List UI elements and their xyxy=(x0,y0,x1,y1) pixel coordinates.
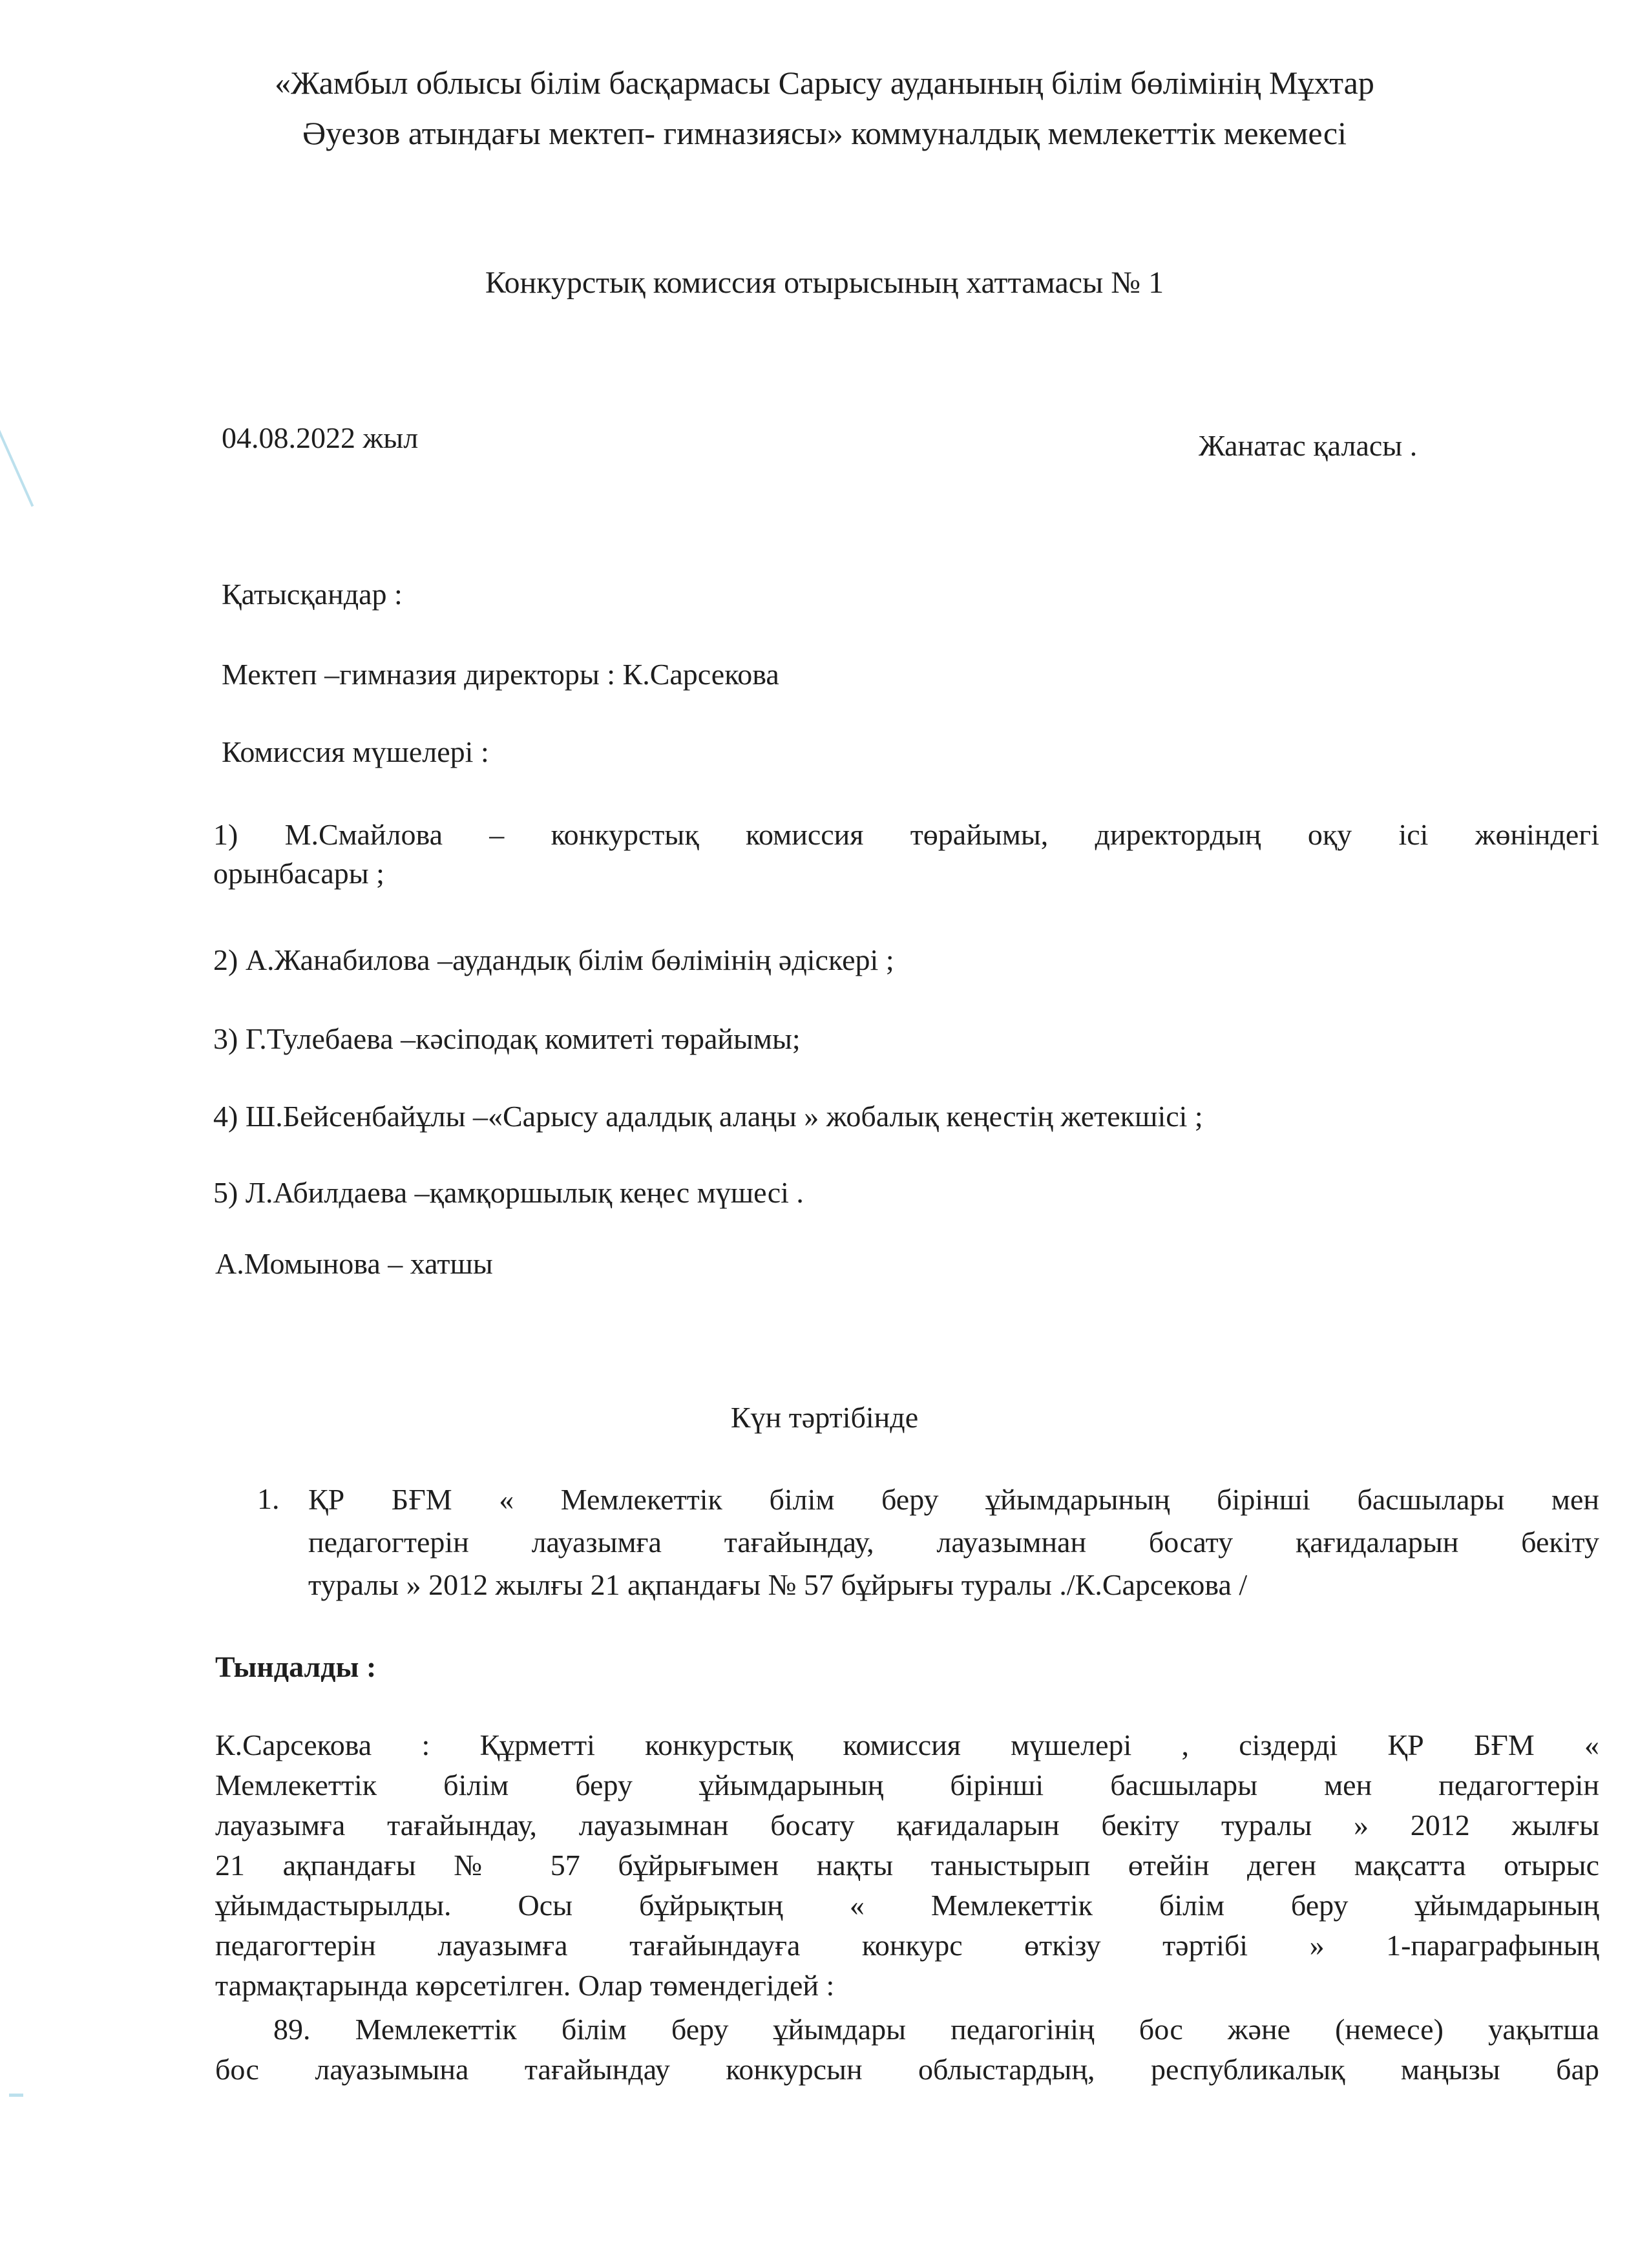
agenda-item-1-line-2: педагогтерін лауазымға тағайындау, лауазымнан босату қағидаларын бекіту xyxy=(308,1526,1599,1559)
paragraph-89-line-2: бос лауазымына тағайындау конкурсын облыстардың, республикалық маңызы бар xyxy=(215,2053,1599,2086)
heard-line-1: К.Сарсекова : Құрметті конкурстық комиссия мүшелері , сіздерді ҚР БҒМ « xyxy=(215,1728,1599,1761)
paragraph-89-line-1: 89. Мемлекеттік білім беру ұйымдары педагогінің бос және (немесе) уақытша xyxy=(273,2013,1599,2046)
heard-line-4: 21 ақпандағы № 57 бұйрығымен нақты таныстырып өтейін деген мақсатта отырыс xyxy=(215,1849,1599,1882)
member-2: 2) А.Жанабилова –аудандық білім бөлімінің әдіскері ; xyxy=(213,943,894,976)
heard-line-6: педагогтерін лауазымға тағайындауға конкурс өткізу тәртібі » 1-параграфының xyxy=(215,1929,1599,1962)
member-1-line-2: орынбасары ; xyxy=(213,857,384,890)
heard-line-2: Мемлекеттік білім беру ұйымдарының бірінші басшылары мен педагогтерін xyxy=(215,1769,1599,1801)
participants-heading: Қатысқандар : xyxy=(222,578,403,611)
member-3: 3) Г.Тулебаева –кәсіподақ комитеті төрайымы; xyxy=(213,1022,801,1055)
heard-line-5: ұйымдастырылды. Осы бұйрықтың « Мемлекеттік білім беру ұйымдарының xyxy=(215,1889,1599,1922)
members-heading: Комиссия мүшелері : xyxy=(222,735,489,768)
member-4: 4) Ш.Бейсенбайұлы –«Сарысу адалдық алаңы » жобалық кеңестің жетекшісі ; xyxy=(213,1100,1203,1133)
header-line-2: Әуезов атындағы мектеп- гимназиясы» коммуналдық мемлекеттік мекемесі xyxy=(302,115,1347,151)
secretary: А.Момынова – хатшы xyxy=(215,1247,493,1280)
scan-mark-left-top xyxy=(0,417,34,507)
header-line-1: «Жамбыл облысы білім басқармасы Сарысу ауданының білім бөлімінің Мұхтар xyxy=(275,65,1374,101)
paragraph-89 xyxy=(215,2010,1599,2090)
heard-line-7: тармақтарында көрсетілген. Олар төмендегідей : xyxy=(215,1969,835,2002)
scan-mark-left-bottom xyxy=(9,2094,23,2097)
document-date: 04.08.2022 жыл xyxy=(222,421,419,454)
agenda-item-1-number: 1. xyxy=(257,1482,280,1515)
agenda-item-1 xyxy=(308,1478,1599,1606)
agenda-item-1-line-1: ҚР БҒМ « Мемлекеттік білім беру ұйымдарының бірінші басшылары мен xyxy=(308,1483,1599,1516)
document-title: Конкурстық комиссия отырысының хаттамасы № 1 xyxy=(485,266,1164,300)
participants-director: Мектеп –гимназия директоры : К.Сарсекова xyxy=(222,658,779,691)
agenda-heading: Күн тәртібінде xyxy=(730,1401,919,1434)
heard-heading: Тындалды : xyxy=(215,1650,377,1683)
agenda-item-1-line-3: туралы » 2012 жылғы 21 ақпандағы № 57 бұйрығы туралы ./К.Сарсекова / xyxy=(308,1568,1248,1601)
heard-paragraph xyxy=(215,1725,1599,2006)
member-5: 5) Л.Абилдаева –қамқоршылық кеңес мүшесі . xyxy=(213,1176,804,1209)
document-place: Жанатас қаласы . xyxy=(1199,429,1418,462)
heard-line-3: лауазымға тағайындау, лауазымнан босату қағидаларын бекіту туралы » 2012 жылғы xyxy=(215,1809,1599,1842)
member-1 xyxy=(213,815,1599,893)
member-1-line-1: 1) М.Смайлова – конкурстық комиссия төрайымы, директордың оқу ісі жөніндегі xyxy=(213,818,1599,851)
